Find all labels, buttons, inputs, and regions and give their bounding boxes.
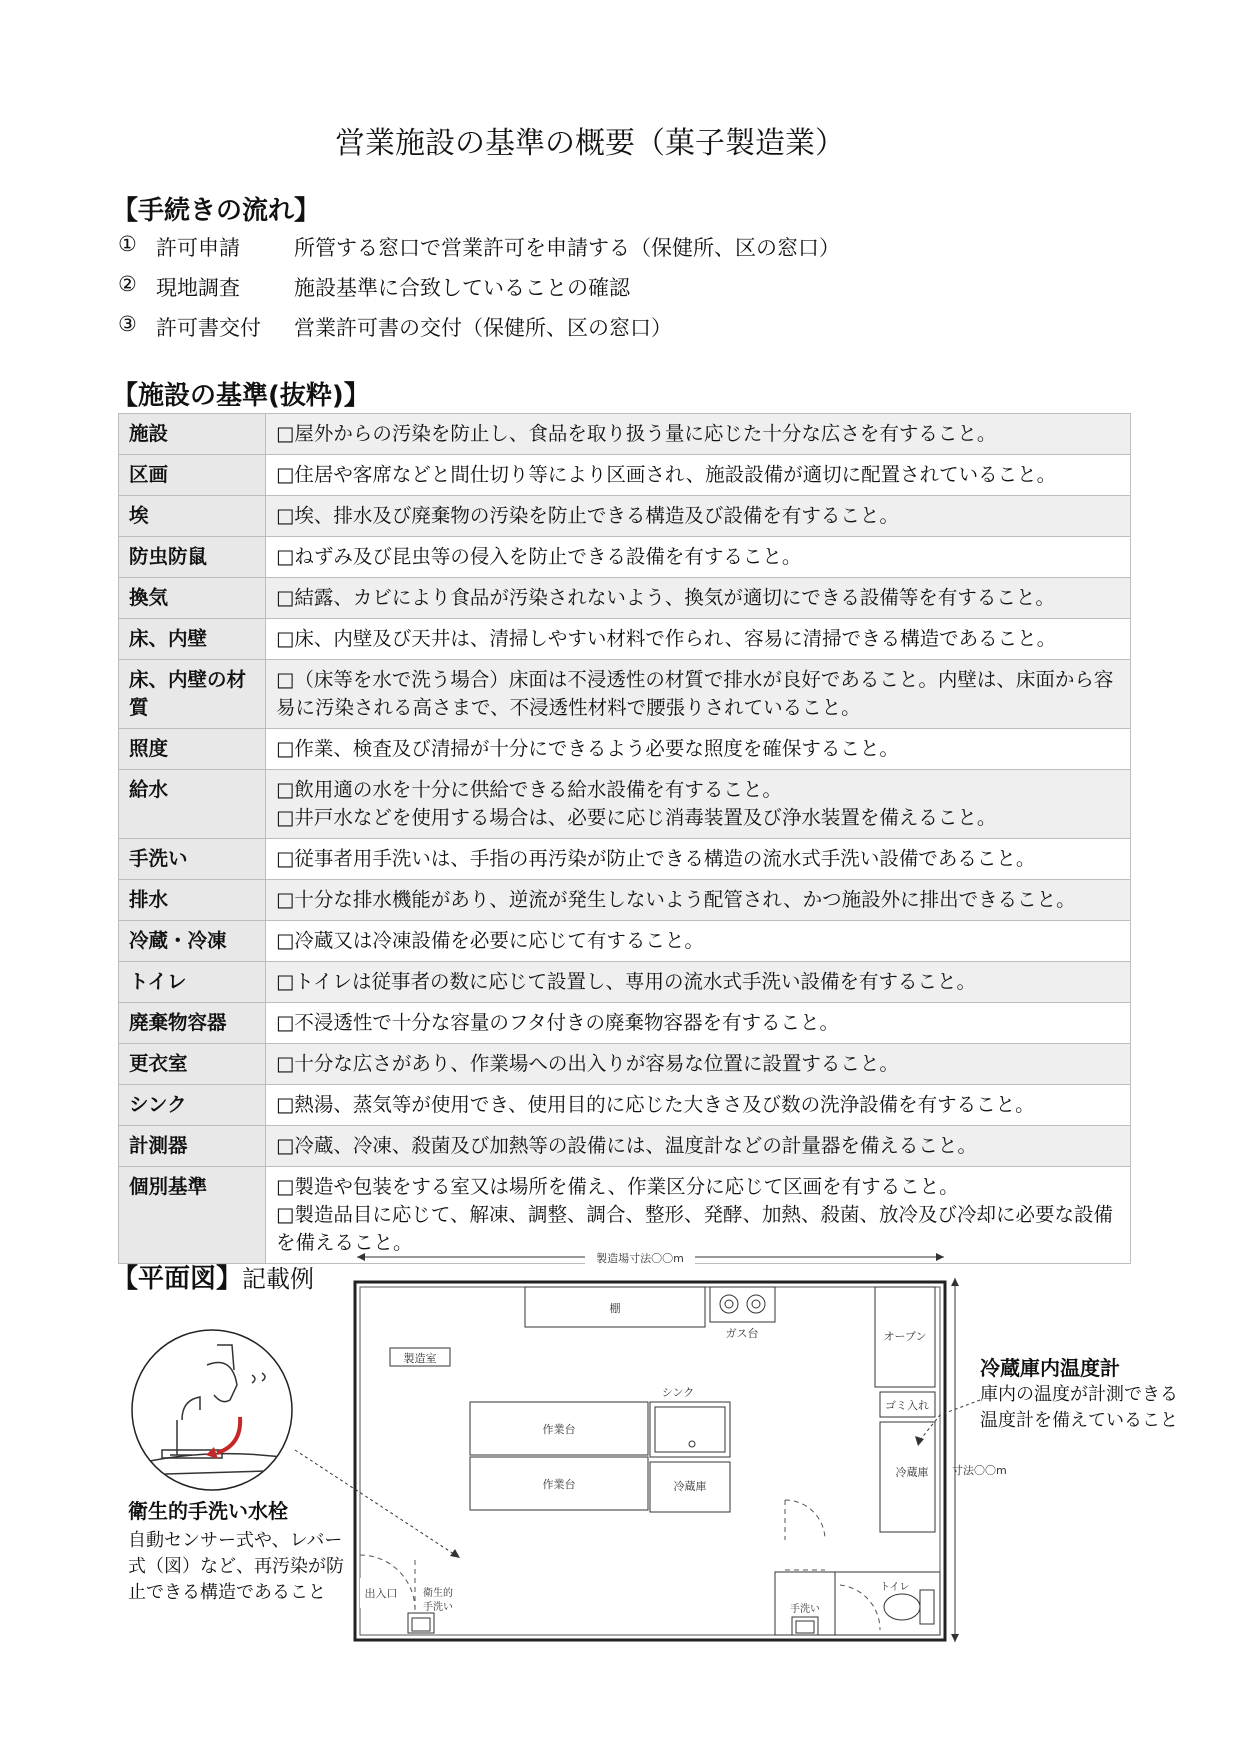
standards-key: 床、内壁の材質 [119,660,266,729]
dim-width-label: 製造場寸法〇〇m [596,1252,684,1265]
standards-value [266,1003,1131,1044]
standards-row [119,455,1131,496]
standards-value [266,1085,1131,1126]
procedure-step-name: 現地調査 [156,276,240,300]
standards-row [119,1126,1131,1167]
standards-row [119,1044,1131,1085]
procedure-step [118,312,840,352]
standards-line: □飲用適の水を十分に供給できる給水設備を有すること。 [276,778,782,801]
standards-value [266,729,1131,770]
standards-row [119,578,1131,619]
standards-value [266,962,1131,1003]
standards-row [119,537,1131,578]
standards-line: □冷蔵、冷凍、殺菌及び加熱等の設備には、温度計などの計量器を備えること。 [276,1134,977,1157]
standards-row [119,729,1131,770]
standards-key: 区画 [119,455,266,496]
standards-row [119,1003,1131,1044]
procedure-list [118,232,840,352]
procedure-step [118,272,840,312]
standards-key: 施設 [119,414,266,455]
entrance-label: 出入口 [364,1587,398,1600]
standards-row [119,921,1131,962]
standards-key: 廃棄物容器 [119,1003,266,1044]
handwash-label: 手洗い [790,1604,820,1615]
callout-handwash-title: 衛生的手洗い水栓 [128,1499,288,1523]
standards-key: 計測器 [119,1126,266,1167]
standards-value [266,1044,1131,1085]
standards-line: □ねずみ及び昆虫等の侵入を防止できる設備を有すること。 [276,545,802,568]
floorplan-heading-normal: 記載例 [242,1265,315,1293]
procedure-step-num: ③ [118,312,137,336]
standards-row [119,1085,1131,1126]
standards-line: □井戸水などを使用する場合は、必要に応じ消毒装置及び浄水装置を備えること。 [276,806,997,829]
toilet-label: トイレ [880,1582,910,1593]
standards-row [119,414,1131,455]
procedure-step-desc: 施設基準に合致していることの確認 [294,276,630,300]
standards-key: トイレ [119,962,266,1003]
standards-key: 手洗い [119,839,266,880]
shelf-label: 棚 [609,1302,621,1315]
standards-key: 換気 [119,578,266,619]
standards-line: □床、内壁及び天井は、清掃しやすい材料で作られ、容易に清掃できる構造であること。 [276,627,1057,650]
standards-value [266,619,1131,660]
floor-plan [0,1240,1240,1680]
standards-value [266,839,1131,880]
standards-value [266,496,1131,537]
callout-handwash-line: 止できる構造であること [128,1582,326,1603]
standards-line: □結露、カビにより食品が汚染されないよう、換気が適切にできる設備等を有すること。 [276,586,1055,609]
standards-line: □十分な排水機能があり、逆流が発生しないよう配管され、かつ施設外に排出できること。 [276,888,1076,911]
procedure-step-desc: 所管する窓口で営業許可を申請する（保健所、区の窓口） [294,236,840,260]
standards-heading: 【施設の基準(抜粋)】 [112,381,370,411]
standards-line: □従事者用手洗いは、手指の再汚染が防止できる構造の流水式手洗い設備であること。 [276,847,1036,870]
standards-value [266,770,1131,839]
garbage-label: ゴミ入れ [885,1399,929,1412]
standards-key: 埃 [119,496,266,537]
standards-line: □十分な広さがあり、作業場への出入りが容易な位置に設置すること。 [276,1052,899,1075]
standards-value [266,1126,1131,1167]
table2-label: 作業台 [542,1478,576,1491]
standards-key: 防虫防鼠 [119,537,266,578]
standards-key: 床、内壁 [119,619,266,660]
standards-key: 冷蔵・冷凍 [119,921,266,962]
sink-label: シンク [661,1386,695,1399]
callout-handwash-line: 自動センサー式や、レバー [128,1530,343,1551]
procedure-heading: 【手続きの流れ】 [112,196,321,226]
room-label: 製造室 [403,1352,437,1365]
standards-key: 個別基準 [119,1167,266,1264]
standards-key: 更衣室 [119,1044,266,1085]
standards-value [266,660,1131,729]
standards-line: □住居や客席などと間仕切り等により区画され、施設設備が適切に配置されていること。 [276,463,1057,486]
standards-row [119,660,1131,729]
standards-line: □製造品目に応じて、解凍、調整、調合、整形、発酵、加熱、殺菌、放冷及び冷却に必要な設備を備えること。 [276,1203,1114,1254]
page-title: 営業施設の基準の概要（菓子製造業） [335,126,845,161]
gas-label: ガス台 [725,1327,759,1340]
standards-row [119,962,1131,1003]
procedure-step-name: 許可書交付 [156,316,261,340]
standards-value [266,455,1131,496]
procedure-step-desc: 営業許可書の交付（保健所、区の窓口） [294,316,672,340]
standards-table [118,413,1131,1264]
standards-line: □屋外からの汚染を防止し、食品を取り扱う量に応じた十分な広さを有すること。 [276,422,997,445]
standards-value [266,414,1131,455]
fridge-small-label: 冷蔵庫 [673,1480,707,1493]
standards-line: □トイレは従事者の数に応じて設置し、専用の流水式手洗い設備を有すること。 [276,970,976,993]
callout-handwash-line: 式（図）など、再汚染が防 [128,1556,344,1577]
procedure-step-num: ① [118,232,137,256]
standards-line: □（床等を水で洗う場合）床面は不浸透性の材質で排水が良好であること。内壁は、床面から容易に汚染される高さまで、不浸透性材料で腰張りされていること。 [276,668,1114,719]
standards-line: □熱湯、蒸気等が使用でき、使用目的に応じた大きさ及び数の洗浄設備を有すること。 [276,1093,1035,1116]
standards-key: 照度 [119,729,266,770]
standards-value [266,578,1131,619]
callout-fridge-line: 庫内の温度が計測できる [980,1384,1178,1405]
standards-value [266,921,1131,962]
standards-key: シンク [119,1085,266,1126]
procedure-step-num: ② [118,272,137,296]
standards-line: □冷蔵又は冷凍設備を必要に応じて有すること。 [276,929,704,952]
standards-line: □作業、検査及び清掃が十分にできるよう必要な照度を確保すること。 [276,737,899,760]
standards-row [119,839,1131,880]
standards-key: 排水 [119,880,266,921]
standards-value [266,880,1131,921]
standards-line: □埃、排水及び廃棄物の汚染を防止できる構造及び設備を有すること。 [276,504,899,527]
table1-label: 作業台 [542,1423,576,1436]
standards-row [119,770,1131,839]
standards-value [266,537,1131,578]
procedure-step [118,232,840,272]
standards-line: □製造や包装をする室又は場所を備え、作業区分に応じて区画を有すること。 [276,1175,959,1198]
hygienic-wash-label: 衛生的手洗い [423,1588,453,1613]
floorplan-heading-bold: 【平面図】 [112,1264,243,1294]
callout-fridge-title: 冷蔵庫内温度計 [980,1356,1120,1380]
standards-row [119,496,1131,537]
standards-row [119,880,1131,921]
standards-key: 給水 [119,770,266,839]
callout-fridge-line: 温度計を備えていること [980,1410,1178,1431]
standards-row [119,619,1131,660]
dim-height-label: 寸法〇〇m [952,1464,1007,1477]
fridge-large-label: 冷蔵庫 [895,1466,929,1479]
oven-label: オーブン [883,1330,927,1343]
standards-line: □不浸透性で十分な容量のフタ付きの廃棄物容器を有すること。 [276,1011,840,1034]
procedure-step-name: 許可申請 [156,236,240,260]
